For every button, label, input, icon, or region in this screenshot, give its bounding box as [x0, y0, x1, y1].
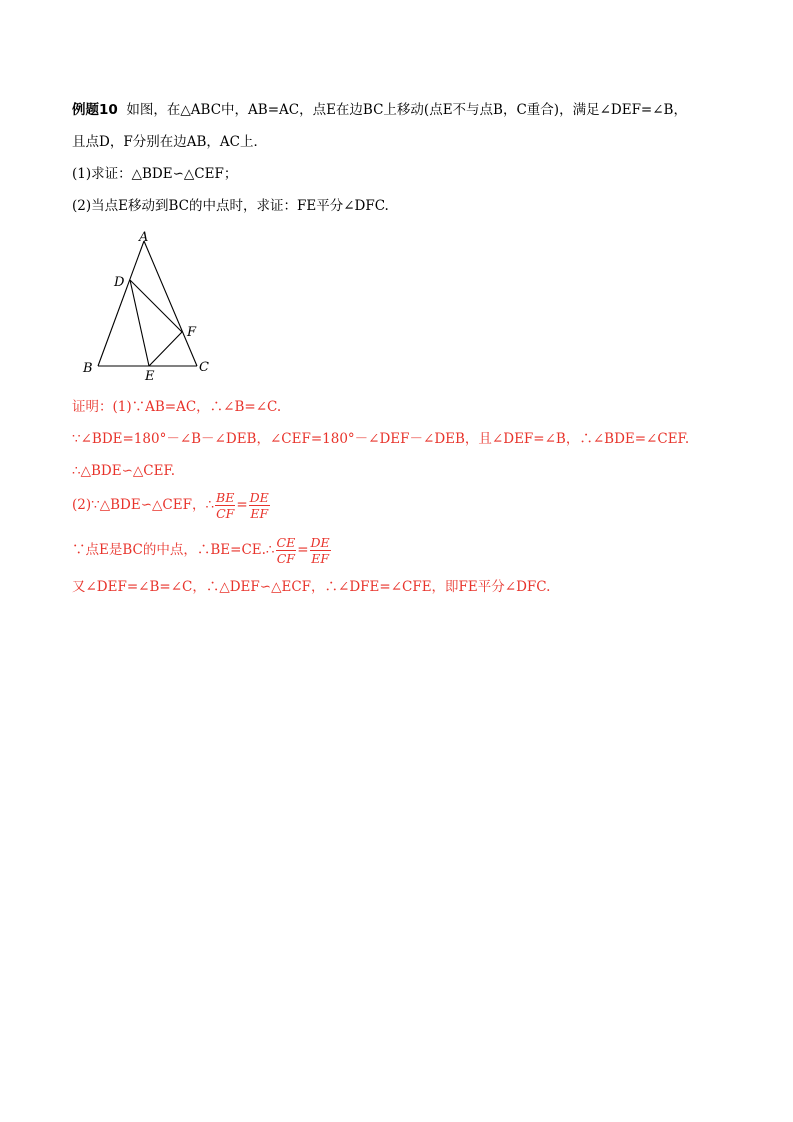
point-label-f: F: [187, 325, 197, 340]
segment-ac: [144, 241, 197, 366]
segment-df: [130, 280, 182, 332]
point-label-e: E: [145, 369, 155, 384]
fraction-numerator: DE: [310, 535, 330, 550]
solution-line-3: ∴△BDE∽△CEF.: [72, 463, 176, 479]
point-label-a: A: [139, 230, 149, 245]
fraction-numerator: DE: [249, 490, 269, 505]
solution-line-2: ∵∠BDE=180°－∠B－∠DEB，∠CEF=180°－∠DEF－∠DEB，且∠DEF=∠B，∴∠BDE=∠CEF.: [72, 431, 690, 447]
fraction-denominator: CF: [276, 551, 295, 566]
problem-statement: 如图，在△ABC中，AB=AC，点E在边BC上移动(点E不与点B，C重合)，满足∠DEF=∠B，: [126, 102, 687, 118]
triangle-figure: [75, 228, 225, 388]
fraction-numerator: CE: [276, 535, 296, 550]
fraction-denominator: CF: [216, 506, 235, 521]
point-label-d: D: [114, 275, 125, 290]
point-label-c: C: [199, 360, 209, 375]
equals-sign: =: [297, 542, 309, 558]
fraction-ce-cf: [276, 535, 297, 566]
question-1: (1)求证：△BDE∽△CEF；: [72, 166, 238, 182]
fraction-de-ef: [249, 490, 270, 521]
question-2: (2)当点E移动到BC的中点时，求证：FE平分∠DFC.: [72, 198, 389, 214]
solution-line-5: [72, 535, 332, 566]
fraction-denominator: EF: [250, 506, 269, 521]
segment-ef: [149, 332, 182, 366]
fraction-de-ef: [310, 535, 331, 566]
solution-line-4-text: (2)∵△BDE∽△CEF，∴: [72, 497, 215, 513]
problem-label: 例题10: [72, 102, 118, 118]
solution-line-1: 证明：(1)∵AB=AC，∴∠B=∠C.: [72, 399, 282, 415]
fraction-numerator: BE: [216, 490, 235, 505]
solution-line-6: 又∠DEF=∠B=∠C，∴△DEF∽△ECF，∴∠DFE=∠CFE，即FE平分∠DFC.: [72, 579, 551, 595]
segment-de: [130, 280, 149, 366]
segment-ab: [98, 241, 144, 366]
problem-line-1: [72, 101, 687, 119]
fraction-denominator: EF: [311, 551, 330, 566]
problem-line-2: 且点D，F分别在边AB，AC上．: [72, 134, 267, 150]
point-label-b: B: [83, 361, 93, 376]
fraction-be-cf: [215, 490, 235, 521]
equals-sign: =: [236, 497, 248, 513]
solution-line-5-text: ∵点E是BC的中点，∴BE=CE.∴: [72, 542, 275, 558]
solution-line-4: [72, 490, 271, 521]
